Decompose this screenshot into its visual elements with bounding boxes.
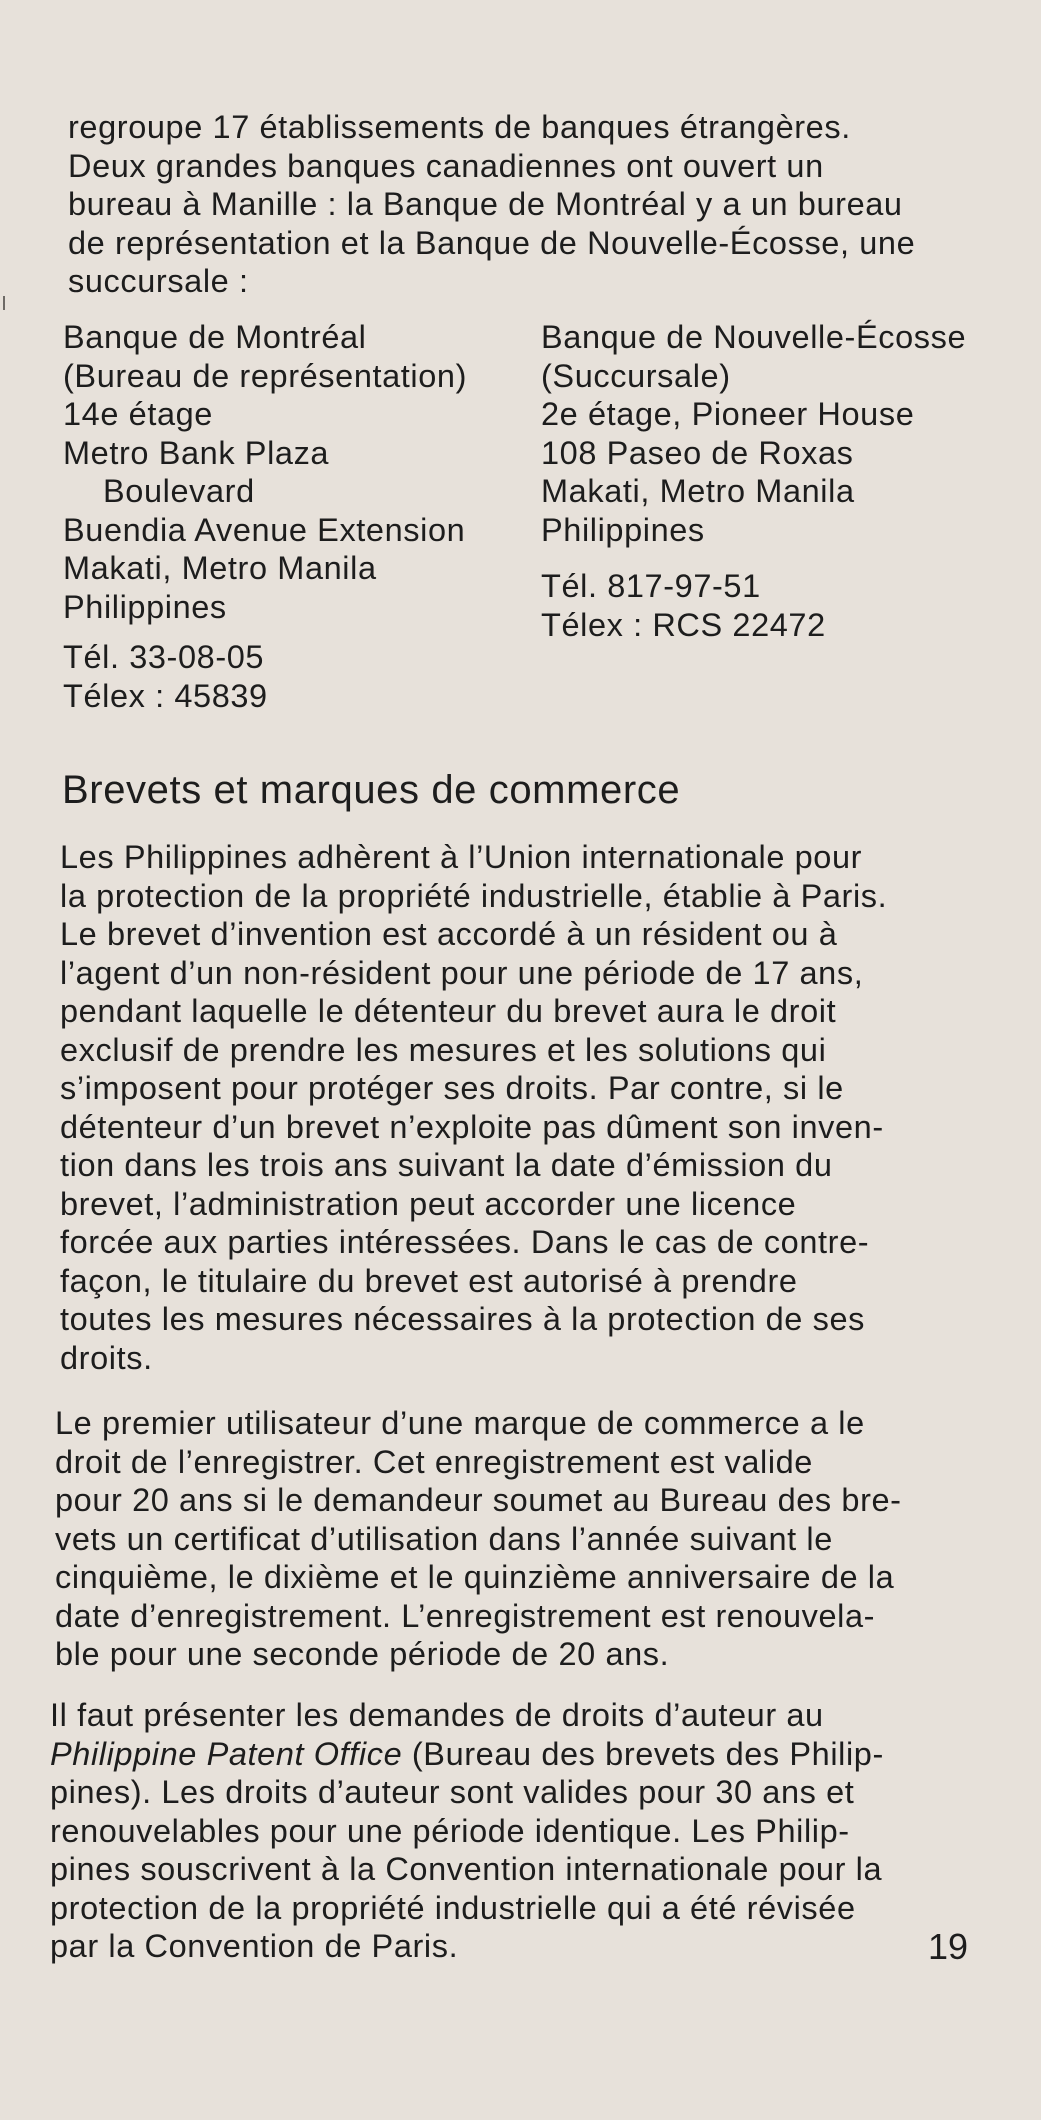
patents-paragraph bbox=[60, 838, 1000, 1377]
address-line: Philippines bbox=[63, 588, 227, 625]
text-line: bureau à Manille : la Banque de Montréal y a un bureau bbox=[68, 186, 903, 222]
address-line: Makati, Metro Manila bbox=[541, 473, 855, 509]
telephone: Tél. 817-97-51 bbox=[541, 568, 761, 604]
text-line: détenteur d’un brevet n’exploite pas dûment son inven- bbox=[60, 1108, 884, 1145]
text-line: renouvelables pour une période identique. Les Philip- bbox=[50, 1812, 850, 1849]
telex: Télex : 45839 bbox=[63, 677, 268, 714]
address-line: (Succursale) bbox=[541, 357, 731, 394]
address-line: (Bureau de représentation) bbox=[63, 357, 468, 394]
text-line: brevet, l’administration peut accorder une licence bbox=[60, 1185, 797, 1222]
text-line: forcée aux parties intéressées. Dans le cas de contre- bbox=[60, 1224, 870, 1260]
address-line: 2e étage, Pioneer House bbox=[541, 396, 915, 432]
address-line: Buendia Avenue Extension bbox=[63, 511, 466, 548]
text-line bbox=[50, 1735, 990, 1774]
address-bank-of-montreal bbox=[63, 318, 467, 715]
text-line: par la Convention de Paris. bbox=[50, 1928, 459, 1964]
page-number: 19 bbox=[928, 1926, 969, 1967]
text-line: droits. bbox=[60, 1339, 153, 1376]
text-line: s’imposent pour protéger ses droits. Par contre, si le bbox=[60, 1070, 844, 1106]
address-line: Philippines bbox=[541, 511, 705, 548]
text-line: droit de l’enregistrer. Cet enregistrement est valide bbox=[55, 1443, 813, 1480]
text-line: ble pour une seconde période de 20 ans. bbox=[55, 1636, 670, 1672]
section-heading: Brevets et marques de commerce bbox=[62, 768, 681, 812]
text-line: succursale : bbox=[68, 263, 249, 299]
address-line: Banque de Nouvelle-Écosse bbox=[541, 319, 967, 355]
telex: Télex : RCS 22472 bbox=[541, 606, 826, 643]
address-line: Boulevard bbox=[103, 473, 255, 509]
paper-speck bbox=[3, 296, 5, 310]
intro-paragraph bbox=[68, 108, 1008, 301]
address-line: Banque de Montréal bbox=[63, 319, 367, 355]
text-line: date d’enregistrement. L’enregistrement est renouvela- bbox=[55, 1597, 876, 1634]
text-line: vets un certificat d’utilisation dans l’année suivant le bbox=[55, 1520, 833, 1557]
address-line: Makati, Metro Manila bbox=[63, 550, 377, 586]
text-line: la protection de la propriété industrielle, établie à Paris. bbox=[60, 877, 888, 914]
text-line: l’agent d’un non-résident pour une période de 17 ans, bbox=[60, 954, 864, 991]
text-line: cinquième, le dixième et le quinzième anniversaire de la bbox=[55, 1559, 895, 1595]
text-line: toutes les mesures nécessaires à la protection de ses bbox=[60, 1301, 865, 1337]
text-line: tion dans les trois ans suivant la date d’émission du bbox=[60, 1147, 833, 1183]
address-line: Metro Bank Plaza bbox=[63, 434, 330, 471]
text-line: exclusif de prendre les mesures et les solutions qui bbox=[60, 1031, 827, 1068]
text-line: de représentation et la Banque de Nouvelle-Écosse, une bbox=[68, 224, 916, 261]
trademarks-paragraph bbox=[55, 1404, 995, 1674]
text-line: Le brevet d’invention est accordé à un résident ou à bbox=[60, 916, 838, 952]
italic-office-name: Philippine Patent Office bbox=[50, 1735, 403, 1772]
text-line: protection de la propriété industrielle qui a été révisée bbox=[50, 1889, 856, 1926]
text-line: façon, le titulaire du brevet est autorisé à prendre bbox=[60, 1262, 798, 1299]
text-line: Deux grandes banques canadiennes ont ouvert un bbox=[68, 147, 824, 184]
copyright-paragraph bbox=[50, 1696, 990, 1966]
text-line: pour 20 ans si le demandeur soumet au Bureau des bre- bbox=[55, 1482, 902, 1518]
address-line: 14e étage bbox=[63, 396, 213, 432]
text-line: Le premier utilisateur d’une marque de commerce a le bbox=[55, 1405, 865, 1441]
text-line: pendant laquelle le détenteur du brevet aura le droit bbox=[60, 993, 837, 1029]
text-line: Il faut présenter les demandes de droits d’auteur au bbox=[50, 1697, 824, 1733]
address-bank-of-nova-scotia bbox=[541, 318, 966, 644]
text-fragment: (Bureau des brevets des Philip- bbox=[402, 1735, 884, 1772]
text-line: regroupe 17 établissements de banques étrangères. bbox=[68, 109, 851, 145]
telephone: Tél. 33-08-05 bbox=[63, 639, 265, 675]
address-line: 108 Paseo de Roxas bbox=[541, 434, 854, 471]
text-line: Les Philippines adhèrent à l’Union internationale pour bbox=[60, 839, 863, 875]
text-line: pines souscrivent à la Convention internationale pour la bbox=[50, 1851, 883, 1887]
text-line: pines). Les droits d’auteur sont valides pour 30 ans et bbox=[50, 1774, 855, 1810]
